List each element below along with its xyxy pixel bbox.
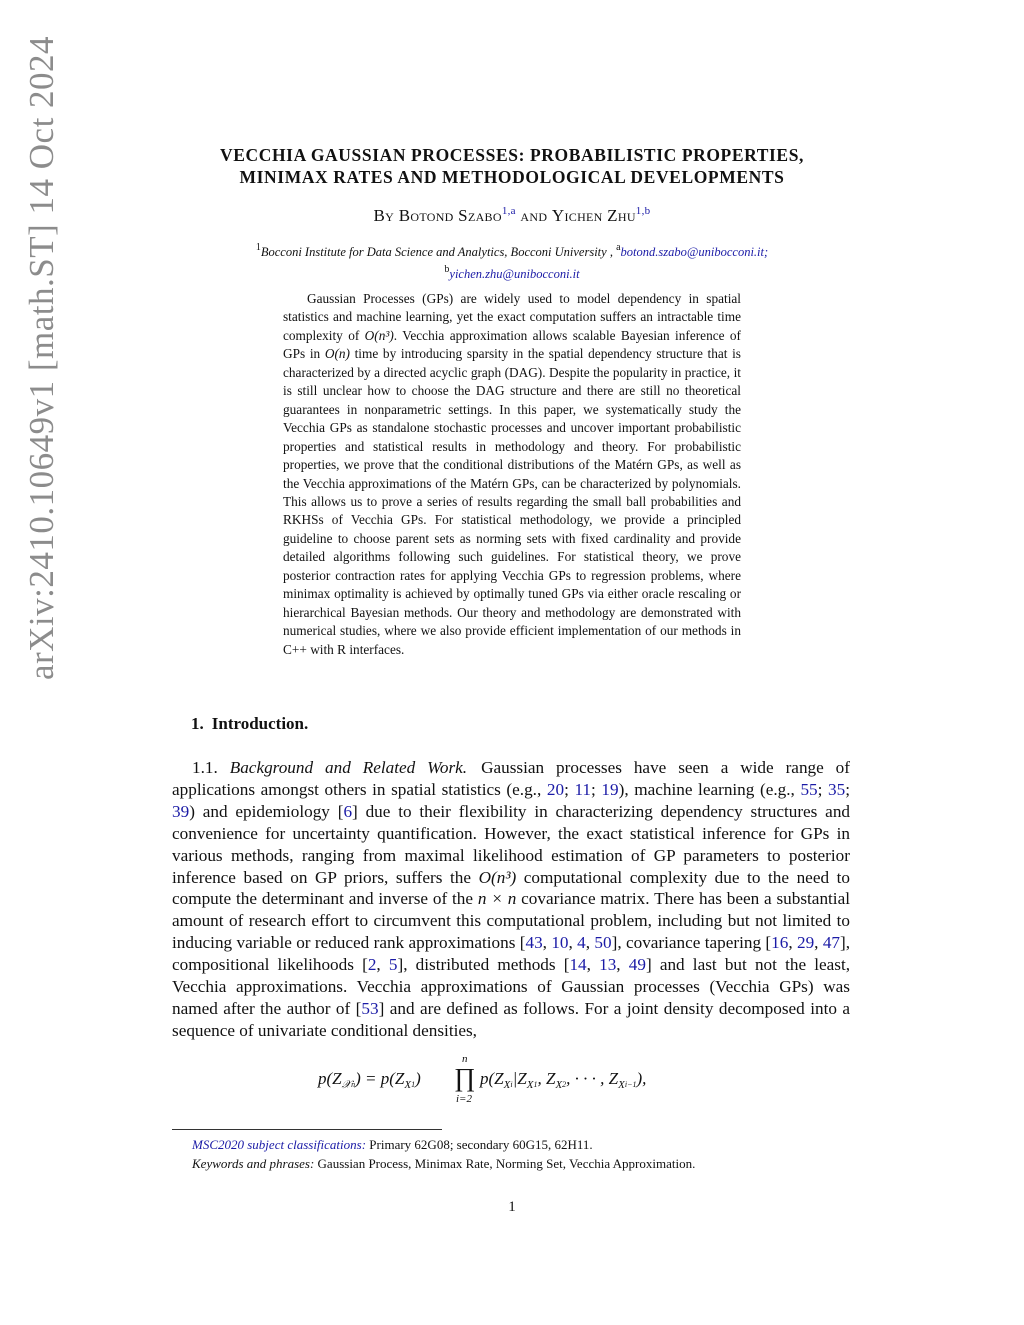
email-link-zhu[interactable]: yichen.zhu@unibocconi.it (449, 267, 580, 281)
citation-link[interactable]: 53 (361, 998, 379, 1018)
msc-codes: Primary 62G08; secondary 60G15, 62H11. (366, 1137, 593, 1152)
footnote-divider (172, 1129, 442, 1130)
author-2-affiliation-marker[interactable]: 1,b (635, 205, 651, 217)
email-marker-b: b (444, 264, 450, 275)
citation-link[interactable]: 14 (569, 955, 587, 975)
product-lower-limit: i=2 (456, 1093, 472, 1105)
paper-title (172, 144, 852, 188)
author-1-affiliation-marker[interactable]: 1,a (501, 205, 516, 217)
keywords-footnote (192, 1154, 852, 1173)
intro-paragraph: 1.1. Background and Related Work. Gaussian processes have seen a wide range of applications amongst others in spatial statistics (e.g., 20; 11; 19), machine learning (e.g., 55; 35; 39) and epidemiology [6] due to their flexibility in characterizing dependency structures and convenience for uncertainty quantification. However, the exact statistical inference for GPs in various methods, ranging from maximal likelihood estimation of GP parameters to posterior inference based on GP priors, suffers the O(n³) computational complexity due to the need to compute the determinant and inverse of the n × n covariance matrix. There has been a substantial amount of research effort to circumvent this computational problem, including but not limited to inducing variable or reduced rank approximations [43, 10, 4, 50], covariance tapering [16, 29, 47], compositional likelihoods [2, 5], distributed methods [14, 13, 49] and last but not the least, Vecchia approximations. Vecchia approximations of Gaussian processes (Vecchia GPs) was named after the author of [53] and are defined as follows. For a joint density decomposed into a sequence of univariate conditional densities, (172, 758, 851, 1040)
subsection-title: Background and Related Work. (229, 758, 468, 777)
equation-rhs: $p(Z_Xi|Z_X1$, $Z_X2$, · · · , $Z_Xi-1$), (480, 1069, 647, 1091)
abstract-math-linear: O(n) (324, 346, 350, 362)
abstract-text-3: time by introducing sparsity in the spatial dependency structure that is characterized by a directed acyclic graph (DAG). Despite the popularity in practice, it is still unclear how to choose the DAG structure and there are still no theoretical guarantees in nonparametric settings. In this paper, we systematically study the Vecchia GPs as standalone stochastic processes and uncover important probabilistic properties and statistical results in methodology and theory. For probabilistic properties, we prove that the conditional distributions of the Matérn GPs, as well as the Vecchia approximations of the Matérn GPs, can be characterized by polynomials. This allows us to prove a series of results regarding the small ball probabilities and RKHSs of Vecchia GPs. For statistical methodology, we provide a principled guideline to choose parent sets as norming sets with fixed cardinality and provide detailed algorithms following such guidelines. For statistical theory, we prove posterior contraction rates for applying Vecchia GPs to regression problems, where minimax optimality is achieved by optimally tuned GPs via either oracle rescaling or hierarchical Bayesian methods. Our theory and methodology are demonstrated with numerical studies, where we also provide efficient implementation of our methods in C++ with R interfaces. (283, 346, 741, 657)
product-symbol: ∏ (454, 1063, 476, 1092)
section-number: 1. (191, 714, 204, 733)
abstract-math-complexity: O(n³) (364, 327, 394, 343)
intro-text: ] due to their flexibility in characterizing dependency structures and convenience for uncertainty quantification. However, the exact statistical inference for GPs in various methods, ranging from maximal likelihood estimation of GP parameters to posterior inference based on GP priors, suffers the (172, 801, 851, 887)
abstract-text-2: . Vecchia approximation allows scalable Bayesian inference of GPs in (283, 327, 741, 362)
abstract (283, 290, 741, 659)
intro-text: ], distributed methods [ (397, 955, 570, 975)
citation-link[interactable]: 55 (800, 779, 818, 799)
citation-link[interactable]: 49 (628, 955, 646, 975)
math-matrix-dimension: n × n (477, 889, 517, 909)
citation-link[interactable]: 5 (388, 955, 398, 975)
citation-link[interactable]: 2 (367, 955, 377, 975)
intro-text: ], compositional likelihoods [ (172, 933, 851, 975)
vecchia-factorization-equation (318, 1053, 718, 1113)
intro-text: ], covariance tapering [ (611, 933, 772, 953)
by-label: By (373, 206, 395, 225)
citation-link[interactable]: 13 (599, 955, 617, 975)
msc-classification-link[interactable]: MSC2020 subject classifications: (192, 1137, 367, 1152)
email-marker-a: a (616, 242, 621, 253)
citation-link[interactable]: 6 (343, 801, 353, 821)
citation-link[interactable]: 11 (574, 779, 592, 799)
citation-link[interactable]: 29 (796, 933, 815, 953)
intro-text: ] and are defined as follows. For a joint density decomposed into a sequence of univariate conditional densities, (172, 998, 850, 1040)
email-link-szabo[interactable]: botond.szabo@unibocconi.it; (620, 245, 769, 259)
affiliation-line-1 (172, 239, 852, 261)
citation-link[interactable]: 47 (822, 933, 841, 953)
footnotes (192, 1135, 852, 1173)
abstract-text-1: Gaussian Processes (GPs) are widely used to model dependency in spatial statistics and machine learning, yet the exact computation suffers an intractable time complexity of (283, 291, 741, 343)
section-heading-introduction (191, 714, 308, 734)
citation-link[interactable]: 10 (551, 933, 569, 953)
intro-text: ] and last but not the least, Vecchia approximations. Vecchia approximations of Gaussian processes (Vecchia GPs) was named after the author of [ (172, 955, 851, 1018)
author-2-name: Yichen Zhu (551, 206, 636, 225)
equation-lhs: $p(Z_𝒳n) = p(Z_X1)$ (318, 1069, 421, 1091)
citation-link[interactable]: 39 (172, 801, 190, 821)
citation-link[interactable]: 19 (601, 779, 619, 799)
author-line (172, 205, 852, 226)
intro-text: covariance matrix. There has been a substantial amount of research effort to circumvent this computational problem, including but not limited to inducing variable or reduced rank approximations [ (172, 889, 850, 953)
title-line-2: MINIMAX RATES AND METHODOLOGICAL DEVELOPMENTS (239, 167, 785, 187)
citation-link[interactable]: 43 (525, 933, 543, 953)
citation-link[interactable]: 16 (771, 933, 789, 953)
keywords-list: Gaussian Process, Minimax Rate, Norming Set, Vecchia Approximation. (314, 1156, 696, 1171)
citation-link[interactable]: 4 (577, 933, 586, 953)
institution-name: Bocconi Institute for Data Science and Analytics, Bocconi University , (260, 245, 613, 259)
subsection-number: 1.1. (192, 758, 218, 777)
introduction-body (172, 757, 850, 1042)
citation-link[interactable]: 50 (594, 933, 612, 953)
intro-text: computational complexity due to the need to compute the determinant and inverse of the (172, 867, 850, 909)
section-title: Introduction. (211, 714, 309, 733)
affiliation-marker-1: 1 (255, 242, 261, 253)
intro-text: Gaussian processes have seen a wide range of applications amongst others in spatial statistics (e.g., (172, 758, 851, 799)
citation-link[interactable]: 20 (546, 779, 565, 799)
affiliation-block (172, 239, 852, 283)
intro-text: ) and epidemiology [ (189, 801, 344, 821)
abstract-paragraph (283, 290, 741, 659)
affiliation-line-2 (172, 261, 852, 283)
page-number: 1 (508, 1199, 516, 1215)
author-conjunction: and (520, 206, 548, 225)
keywords-label: Keywords and phrases: (192, 1156, 315, 1171)
arxiv-identifier-stamp (12, 0, 72, 958)
math-cubic-complexity: O(n³) (478, 867, 517, 887)
product-upper-limit: n (462, 1053, 468, 1065)
arxiv-stamp-text: arXiv:2410.10649v1 [math.ST] 14 Oct 2024 (22, 35, 61, 681)
citation-link[interactable]: 35 (828, 779, 846, 799)
title-line-1: VECCHIA GAUSSIAN PROCESSES: PROBABILISTIC PROPERTIES, (219, 145, 805, 165)
intro-text: ), machine learning (e.g., (618, 779, 801, 799)
msc-footnote (192, 1135, 852, 1154)
author-1-name: Botond Szabo (398, 206, 502, 225)
